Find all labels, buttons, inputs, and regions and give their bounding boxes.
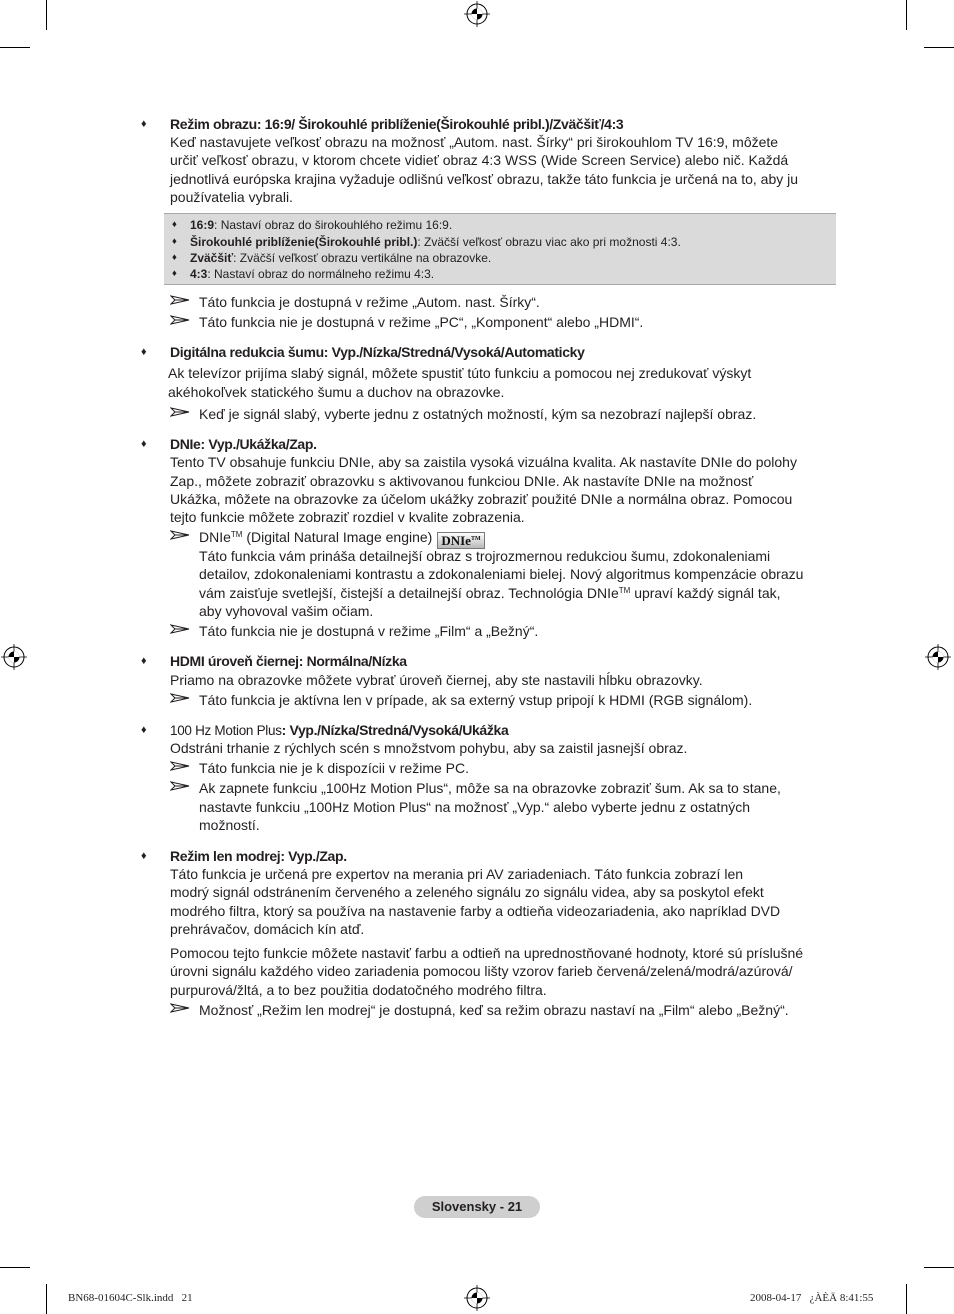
- body-line: Keď nastavujete veľkosť obrazu na možnosť „Autom. nast. Šírky“ pri širokouhlom TV 16:9, môžete: [170, 134, 779, 150]
- diamond-bullet-icon: [141, 435, 147, 453]
- body-line: Ak televízor prijíma slabý signál, môžete spustiť túto funkciu a pomocou nej zredukovať výskyt: [168, 365, 752, 381]
- body-line: modrého filtra, ktorý sa používa na nastavenie farby a odtieňa videozariadenia, ako napríklad DVD: [170, 903, 781, 919]
- footer-file-name: BN68-01604C-Slk.indd 21: [68, 1292, 193, 1304]
- diamond-bullet-icon: [141, 721, 147, 739]
- note-arrow-icon: [170, 781, 190, 791]
- option-description: : Nastaví obraz do širokouhlého režimu 16:9.: [214, 218, 453, 232]
- body-line: Pomocou tejto funkcie môžete nastaviť farbu a odtieň na uprednostňované hodnoty, ktoré sú príslušné: [170, 945, 804, 961]
- diamond-bullet-icon: [141, 847, 147, 865]
- diamond-bullet-icon: [172, 250, 177, 266]
- body-line: určiť veľkosť obrazu, v ktorom chcete vidieť obraz 4:3 WSS (Wide Screen Service) alebo nič. Každá: [170, 152, 789, 168]
- option-description: : Nastaví obraz do normálneho režimu 4:3.: [207, 267, 435, 281]
- body-line: purpurová/žltá, a to bez použitia dodatočného modrého filtra.: [170, 982, 547, 998]
- section-heading: HDMI úroveň čiernej: Normálna/Nízka: [170, 653, 407, 669]
- note-line: Táto funkcia nie je dostupná v režime „Film“ a „Bežný“.: [199, 623, 539, 639]
- note-continuation-line: aby vyhovoval vašim očiam.: [199, 603, 374, 619]
- note-arrow-icon: [170, 761, 190, 771]
- diamond-bullet-icon: [141, 115, 147, 133]
- feature-options: : Vyp./Nízka/Stredná/Vysoká/Ukážka: [281, 722, 509, 738]
- body-line: Priamo na obrazovke môžete vybrať úroveň čiernej, aby ste nastavili hĺbku obrazovky.: [170, 672, 703, 688]
- section-heading: DNIe: Vyp./Ukážka/Zap.: [170, 436, 317, 452]
- crop-mark: [46, 0, 47, 30]
- option-term: 16:9: [190, 218, 215, 232]
- crop-mark: [0, 1267, 30, 1268]
- note-continuation-line: nastavte funkciu „100Hz Motion Plus“ na možnosť „Vyp.“ alebo vyberte jednu z ostatných: [199, 799, 751, 815]
- body-line: Táto funkcia je určená pre expertov na merania pri AV zariadeniach. Táto funkcia zobrazí len: [170, 866, 744, 882]
- note-line: Možnosť „Režim len modrej“ je dostupná, keď sa režim obrazu nastaví na „Film“ alebo „Bežný“.: [199, 1002, 789, 1018]
- body-line: Tento TV obsahuje funkciu DNIe, aby sa zaistila vysoká vizuálna kvalita. Ak nastavíte DNIe do polohy: [170, 454, 797, 470]
- crop-mark: [906, 0, 907, 30]
- crop-mark: [906, 1284, 907, 1314]
- note-line: Táto funkcia nie je dostupná v režime „PC“, „Komponent“ alebo „HDMI“.: [199, 314, 644, 330]
- option-item: [164, 266, 836, 282]
- option-item: [164, 234, 836, 250]
- note-arrow-icon: [170, 530, 190, 540]
- option-description: : Zväčší veľkosť obrazu viac ako pri možnosti 4:3.: [417, 235, 681, 249]
- crop-mark: [46, 1284, 47, 1314]
- option-description: : Zväčší veľkosť obrazu vertikálne na obrazovke.: [233, 251, 492, 265]
- note-continuation-line: detailov, zdokonaleniami kontrastu a zdokonaleniami bielej. Nový algoritmus kompenzácie obrazu: [199, 566, 804, 582]
- note-line: [199, 528, 485, 549]
- section-heading: Režim obrazu: 16:9/ Širokouhlé priblíženie(Širokouhlé pribl.)/Zväčšiť/4:3: [170, 116, 624, 132]
- body-line: tejto funkcie môžete zobraziť rozdiel v kvalite zobrazenia.: [170, 509, 525, 525]
- note-arrow-icon: [170, 693, 190, 703]
- note-arrow-icon: [170, 295, 190, 305]
- diamond-bullet-icon: [172, 217, 177, 233]
- note-continuation-line: Táto funkcia vám prináša detailnejší obraz s trojrozmernou redukciou šumu, zdokonaleniami: [199, 548, 771, 564]
- note-line: Keď je signál slabý, vyberte jednu z ostatných možností, kým sa nezobrazí najlepší obraz.: [199, 406, 757, 422]
- section-heading: [170, 721, 508, 740]
- note-line: Táto funkcia je aktívna len v prípade, ak sa externý vstup pripojí k HDMI (RGB signálom).: [199, 692, 753, 708]
- dnie-name: DNIe: [199, 529, 231, 545]
- registration-mark-icon: [463, 1284, 491, 1312]
- option-term: Širokouhlé priblíženie(Širokouhlé pribl.): [190, 235, 418, 249]
- diamond-bullet-icon: [172, 266, 177, 282]
- diamond-bullet-icon: [141, 652, 147, 670]
- options-box: [164, 213, 836, 285]
- option-item: [164, 250, 836, 266]
- note-arrow-icon: [170, 407, 190, 417]
- section-heading: Režim len modrej: Vyp./Zap.: [170, 848, 347, 864]
- body-line: úrovni signálu každého video zariadenia pomocou lišty vzorov farieb červená/zelená/modrá/azúrová/: [170, 963, 793, 979]
- section-heading: Digitálna redukcia šumu: Vyp./Nízka/Stredná/Vysoká/Automaticky: [170, 344, 585, 360]
- note-line: Táto funkcia nie je k dispozícii v režime PC.: [199, 760, 469, 776]
- body-line: prehrávačov, domácich kín atď.: [170, 921, 365, 937]
- crop-mark: [924, 47, 954, 48]
- crop-mark: [0, 47, 30, 48]
- dnie-logo-trademark: TM: [470, 536, 481, 542]
- trademark-mark: TM: [230, 530, 243, 539]
- note-line: Ak zapnete funkciu „100Hz Motion Plus“, môže sa na obrazovke zobraziť šum. Ak sa to stane,: [199, 780, 781, 796]
- diamond-bullet-icon: [141, 343, 147, 361]
- note-line: Táto funkcia je dostupná v režime „Autom. nast. Šírky“.: [199, 294, 540, 310]
- body-line: Odstráni trhanie z rýchlych scén s množstvom pohybu, aby sa zaistil jasnejší obraz.: [170, 740, 688, 756]
- body-line: jednotlivá európska krajina vyžaduje odlišnú veľkosť obrazu, takže táto funkcia je určená na to, aby ju: [170, 171, 799, 187]
- note-arrow-icon: [170, 624, 190, 634]
- body-line: Ukážka, môžete na obrazovke za účelom ukážky zobraziť použité DNIe a normálna obraz. Pomocou: [170, 491, 793, 507]
- registration-mark-icon: [0, 643, 28, 671]
- feature-name: 100 Hz Motion Plus: [170, 723, 282, 738]
- note-arrow-icon: [170, 1003, 190, 1013]
- note-arrow-icon: [170, 315, 190, 325]
- trademark-mark: TM: [618, 586, 631, 595]
- body-line: akéhokoľvek statického šumu a duchov na obrazovke.: [168, 384, 505, 400]
- note-text: vám zaisťuje svetlejší, čistejší a detailnejší obraz. Technológia DNIe: [199, 585, 619, 601]
- option-term: Zväčšiť: [190, 251, 234, 265]
- dnie-full-name: (Digital Natural Image engine): [242, 529, 433, 545]
- diamond-bullet-icon: [172, 234, 177, 250]
- body-line: používatelia vybrali.: [170, 189, 293, 205]
- note-continuation-line: možností.: [199, 817, 260, 833]
- dnie-logo-text: DNIe: [441, 533, 471, 548]
- registration-mark-icon: [924, 643, 952, 671]
- footer-timestamp: 2008-04-17 ¿ÀÈÄ 8:41:55: [750, 1292, 874, 1304]
- note-continuation-line: [199, 584, 781, 602]
- body-line: Zap., môžete zobraziť obrazovku s aktivovanou funkciou DNIe. Ak nastavíte DNIe na možnosť: [170, 473, 754, 489]
- option-item: [164, 217, 836, 233]
- page-number-label: Slovensky - 21: [414, 1196, 540, 1218]
- option-term: 4:3: [190, 267, 208, 281]
- crop-mark: [924, 1267, 954, 1268]
- registration-mark-icon: [463, 0, 491, 28]
- note-text: upraví každý signál tak,: [630, 585, 781, 601]
- body-line: modrý signál odstránením červeného a zeleného signálu zo signálu videa, aby sa poskytol efekt: [170, 884, 764, 900]
